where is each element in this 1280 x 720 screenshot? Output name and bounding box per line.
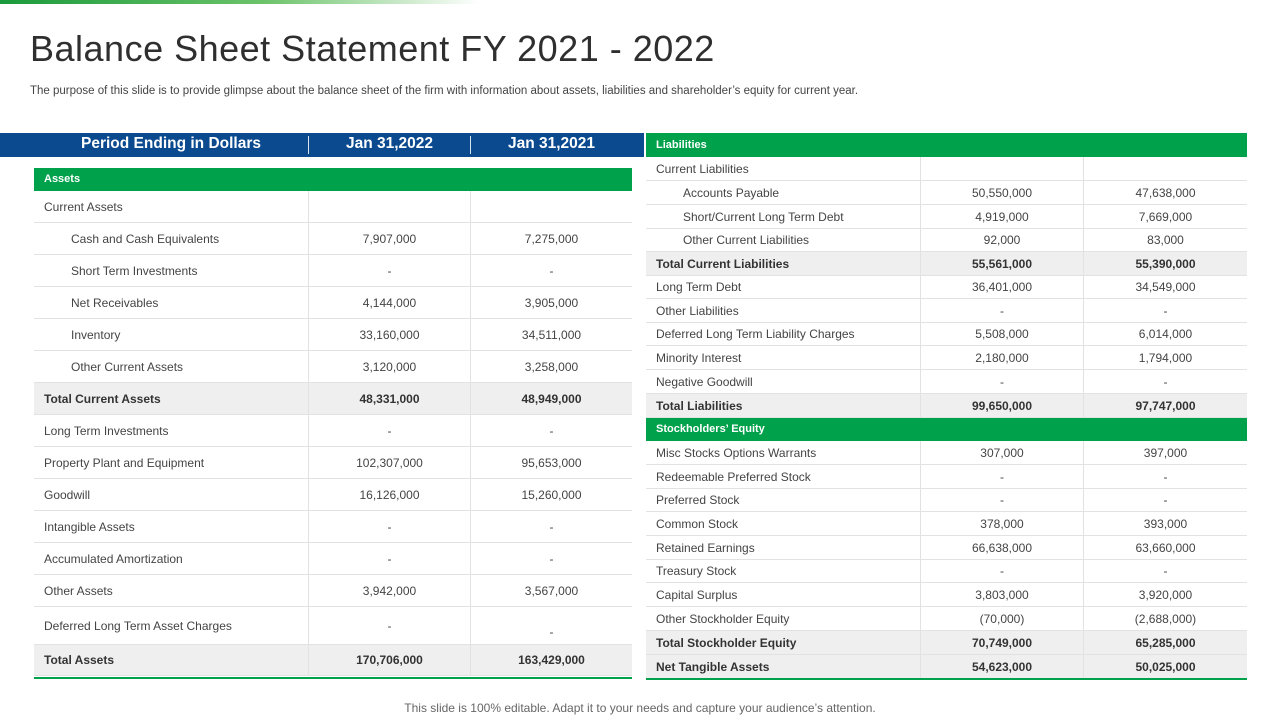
assets-table xyxy=(34,191,632,678)
assets-heading: Assets xyxy=(44,173,81,185)
value-jan-2021: 7,275,000 xyxy=(470,223,632,254)
value-jan-2021: - xyxy=(1083,560,1247,582)
row-label: Total Current Liabilities xyxy=(656,256,790,271)
row-label: Total Liabilities xyxy=(656,398,743,413)
value-jan-2021: 48,949,000 xyxy=(470,383,632,414)
table-row-retained-earnings xyxy=(646,536,1247,560)
value-jan-2021: 34,511,000 xyxy=(470,319,632,350)
value-jan-2021: - xyxy=(1083,489,1247,511)
value-jan-2021: 55,390,000 xyxy=(1083,252,1247,275)
table-row-current-assets xyxy=(34,191,632,223)
value-jan-2022: 50,550,000 xyxy=(920,181,1083,204)
column-header-2022: Jan 31,2022 xyxy=(345,135,434,152)
value-jan-2021: 63,660,000 xyxy=(1083,536,1247,559)
table-row-minority-interest xyxy=(646,346,1247,370)
value-jan-2022: 36,401,000 xyxy=(920,276,1083,298)
value-jan-2022: - xyxy=(920,299,1083,322)
page-title: Balance Sheet Statement FY 2021 - 2022 xyxy=(30,28,715,69)
value-jan-2021: - xyxy=(470,511,632,542)
value-jan-2022: - xyxy=(920,370,1083,393)
value-jan-2022: 3,942,000 xyxy=(308,575,470,606)
table-row-long-term-investments xyxy=(34,415,632,447)
row-label: Preferred Stock xyxy=(656,493,740,507)
value-jan-2021: 163,429,000 xyxy=(470,645,632,675)
table-row-common-stock xyxy=(646,512,1247,536)
row-label: Redeemable Preferred Stock xyxy=(656,469,811,484)
row-label: Total Assets xyxy=(44,653,115,667)
row-label: Net Tangible Assets xyxy=(656,659,770,674)
total-row-total-current-liabilities xyxy=(646,252,1247,276)
value-jan-2022: 4,144,000 xyxy=(308,287,470,318)
equity-table-bottom-rule xyxy=(646,678,1247,680)
row-label: Intangible Assets xyxy=(44,519,135,534)
value-jan-2021: - xyxy=(470,415,632,446)
table-row-treasury-stock xyxy=(646,560,1247,583)
value-jan-2022: 3,803,000 xyxy=(920,583,1083,606)
table-row-other-liabilities xyxy=(646,299,1247,323)
liabilities-heading: Liabilities xyxy=(656,139,707,151)
value-jan-2021: - xyxy=(1083,465,1247,488)
row-label: Short/Current Long Term Debt xyxy=(683,209,844,224)
table-row-negative-goodwill xyxy=(646,370,1247,394)
footer-note: This slide is 100% editable. Adapt it to your needs and capture your audience’s attention. xyxy=(404,701,876,715)
equity-section-header xyxy=(646,418,1247,441)
value-jan-2022: 16,126,000 xyxy=(308,479,470,510)
row-label: Goodwill xyxy=(44,487,91,502)
value-jan-2022: 170,706,000 xyxy=(308,645,470,675)
value-jan-2021: 50,025,000 xyxy=(1083,655,1247,678)
value-jan-2021: - xyxy=(1083,299,1247,322)
value-jan-2021: 7,669,000 xyxy=(1083,205,1247,228)
value-jan-2022: - xyxy=(308,511,470,542)
table-row-capital-surplus xyxy=(646,583,1247,607)
row-label: Net Receivables xyxy=(71,295,159,310)
table-row-other-current-liabilities xyxy=(646,229,1247,252)
value-jan-2022: 70,749,000 xyxy=(920,631,1083,654)
row-label: Total Stockholder Equity xyxy=(656,635,797,650)
row-label: Negative Goodwill xyxy=(656,374,753,389)
table-row-goodwill xyxy=(34,479,632,511)
value-jan-2021: 6,014,000 xyxy=(1083,323,1247,345)
table-row-property-plant-and-equipment xyxy=(34,447,632,479)
liabilities-table xyxy=(646,157,1247,418)
row-label: Other Current Assets xyxy=(71,359,184,374)
row-label: Long Term Debt xyxy=(656,280,742,294)
value-jan-2022 xyxy=(920,157,1083,180)
equity-heading: Stockholders’ Equity xyxy=(656,423,765,435)
row-label: Total Current Assets xyxy=(44,391,161,406)
assets-section-header xyxy=(34,168,632,191)
value-jan-2022: 48,331,000 xyxy=(308,383,470,414)
value-jan-2022: - xyxy=(308,607,470,644)
table-row-other-stockholder-equity xyxy=(646,607,1247,631)
table-row-deferred-long-term-liability-charges xyxy=(646,323,1247,346)
value-jan-2021: - xyxy=(470,607,632,644)
value-jan-2022: 102,307,000 xyxy=(308,447,470,478)
table-row-other-assets xyxy=(34,575,632,607)
table-row-current-liabilities xyxy=(646,157,1247,181)
value-jan-2022: 66,638,000 xyxy=(920,536,1083,559)
value-jan-2022: - xyxy=(920,465,1083,488)
value-jan-2022: 307,000 xyxy=(920,441,1083,464)
row-label: Other Assets xyxy=(44,583,113,598)
period-label: Period Ending in Dollars xyxy=(81,135,261,152)
row-label: Accounts Payable xyxy=(683,185,780,200)
table-row-accounts-payable xyxy=(646,181,1247,205)
row-label: Current Liabilities xyxy=(656,161,749,176)
row-label: Current Assets xyxy=(44,199,123,214)
top-accent-bar xyxy=(0,0,480,4)
value-jan-2021 xyxy=(470,191,632,222)
row-label: Retained Earnings xyxy=(656,540,755,555)
total-row-total-liabilities xyxy=(646,394,1247,418)
page-subtitle: The purpose of this slide is to provide glimpse about the balance sheet of the firm with information about assets, liabilities and shareholder’s equity for current year. xyxy=(30,85,859,97)
total-row-total-assets xyxy=(34,645,632,676)
table-row-long-term-debt xyxy=(646,276,1247,299)
value-jan-2021: 3,567,000 xyxy=(470,575,632,606)
value-jan-2021: - xyxy=(470,543,632,574)
value-jan-2022: 99,650,000 xyxy=(920,394,1083,417)
value-jan-2022: 5,508,000 xyxy=(920,323,1083,345)
value-jan-2022: - xyxy=(920,560,1083,582)
row-label: Misc Stocks Options Warrants xyxy=(656,445,817,460)
value-jan-2021: 34,549,000 xyxy=(1083,276,1247,298)
table-row-short-term-investments xyxy=(34,255,632,287)
value-jan-2021: 3,258,000 xyxy=(470,351,632,382)
value-jan-2021: 47,638,000 xyxy=(1083,181,1247,204)
value-jan-2021 xyxy=(1083,157,1247,180)
value-jan-2021: 1,794,000 xyxy=(1083,346,1247,369)
value-jan-2022: 2,180,000 xyxy=(920,346,1083,369)
value-jan-2021: - xyxy=(470,255,632,286)
row-label: Other Current Liabilities xyxy=(683,233,810,247)
table-row-deferred-long-term-asset-charges xyxy=(34,607,632,645)
table-row-short-current-long-term-debt xyxy=(646,205,1247,229)
value-jan-2022: 3,120,000 xyxy=(308,351,470,382)
value-jan-2021: 65,285,000 xyxy=(1083,631,1247,654)
value-jan-2021: 95,653,000 xyxy=(470,447,632,478)
value-jan-2022: - xyxy=(308,543,470,574)
row-label: Property Plant and Equipment xyxy=(44,455,205,470)
value-jan-2021: 3,905,000 xyxy=(470,287,632,318)
value-jan-2022: - xyxy=(920,489,1083,511)
table-row-other-current-assets xyxy=(34,351,632,383)
value-jan-2021: 15,260,000 xyxy=(470,479,632,510)
value-jan-2022: 33,160,000 xyxy=(308,319,470,350)
row-label: Short Term Investments xyxy=(71,263,198,278)
value-jan-2022: - xyxy=(308,255,470,286)
row-label: Treasury Stock xyxy=(656,564,737,578)
table-row-cash-and-cash-equivalents xyxy=(34,223,632,255)
column-header-2021: Jan 31,2021 xyxy=(507,135,596,152)
table-row-misc-stocks-options-warrants xyxy=(646,441,1247,465)
value-jan-2022: 92,000 xyxy=(920,229,1083,251)
row-label: Minority Interest xyxy=(656,350,742,365)
assets-table-bottom-rule xyxy=(34,677,632,679)
row-label: Capital Surplus xyxy=(656,587,738,602)
total-row-net-tangible-assets xyxy=(646,655,1247,679)
value-jan-2022: 378,000 xyxy=(920,512,1083,535)
value-jan-2021: 397,000 xyxy=(1083,441,1247,464)
table-row-inventory xyxy=(34,319,632,351)
value-jan-2022: - xyxy=(308,415,470,446)
value-jan-2021: (2,688,000) xyxy=(1083,607,1247,630)
row-label: Other Stockholder Equity xyxy=(656,611,790,626)
value-jan-2021: 393,000 xyxy=(1083,512,1247,535)
row-label: Other Liabilities xyxy=(656,303,739,318)
table-row-accumulated-amortization xyxy=(34,543,632,575)
table-row-net-receivables xyxy=(34,287,632,319)
value-jan-2021: 3,920,000 xyxy=(1083,583,1247,606)
value-jan-2021: 97,747,000 xyxy=(1083,394,1247,417)
row-label: Long Term Investments xyxy=(44,423,169,438)
table-row-intangible-assets xyxy=(34,511,632,543)
equity-table xyxy=(646,441,1247,679)
table-row-preferred-stock xyxy=(646,489,1247,512)
row-label: Common Stock xyxy=(656,516,739,531)
total-row-total-current-assets xyxy=(34,383,632,415)
value-jan-2022: 55,561,000 xyxy=(920,252,1083,275)
value-jan-2022: 7,907,000 xyxy=(308,223,470,254)
row-label: Inventory xyxy=(71,327,121,342)
row-label: Accumulated Amortization xyxy=(44,551,183,566)
total-row-total-stockholder-equity xyxy=(646,631,1247,655)
row-label: Deferred Long Term Liability Charges xyxy=(656,327,855,341)
value-jan-2022 xyxy=(308,191,470,222)
value-jan-2022: 4,919,000 xyxy=(920,205,1083,228)
value-jan-2021: 83,000 xyxy=(1083,229,1247,251)
row-label: Cash and Cash Equivalents xyxy=(71,231,220,246)
value-jan-2021: - xyxy=(1083,370,1247,393)
value-jan-2022: (70,000) xyxy=(920,607,1083,630)
value-jan-2022: 54,623,000 xyxy=(920,655,1083,678)
table-row-redeemable-preferred-stock xyxy=(646,465,1247,489)
row-label: Deferred Long Term Asset Charges xyxy=(44,618,232,633)
period-header xyxy=(0,133,644,157)
liabilities-section-header xyxy=(646,133,1247,157)
